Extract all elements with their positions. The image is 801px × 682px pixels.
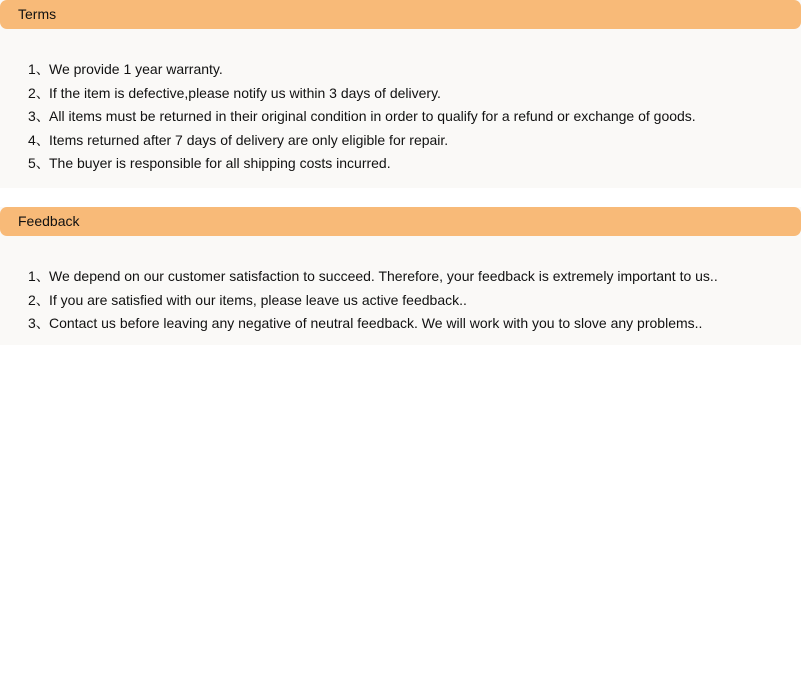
list-item-number: 1、 [28, 268, 50, 284]
list-item-text: We depend on our customer satisfaction to succeed. Therefore, your feedback is extremely important to us.. [49, 268, 718, 284]
list-item [28, 265, 718, 289]
list-item-text: If the item is defective,please notify us within 3 days of delivery. [49, 84, 441, 101]
feedback-section [0, 207, 801, 345]
terms-list [28, 58, 696, 176]
list-item-text: The buyer is responsible for all shipping costs incurred. [49, 155, 391, 172]
list-item [28, 152, 696, 176]
list-item [28, 312, 718, 336]
list-item-number: 1、 [28, 61, 50, 77]
terms-section [0, 0, 801, 188]
terms-header: Terms [0, 0, 801, 29]
list-item-number: 4、 [28, 131, 50, 148]
list-item-number: 3、 [28, 315, 50, 332]
list-item [28, 58, 696, 82]
list-item-text: We provide 1 year warranty. [49, 61, 223, 77]
list-item-number: 3、 [28, 108, 50, 125]
list-item-text: Items returned after 7 days of delivery are only eligible for repair. [49, 131, 449, 148]
feedback-list [28, 265, 718, 336]
list-item [28, 82, 696, 106]
list-item-number: 2、 [28, 291, 50, 308]
feedback-header: Feedback [0, 207, 801, 236]
list-item-text: If you are satisfied with our items, please leave us active feedback.. [49, 291, 467, 308]
list-item-text: All items must be returned in their original condition in order to qualify for a refund or exchange of goods. [49, 108, 696, 125]
list-item-number: 2、 [28, 84, 50, 101]
list-item [28, 105, 696, 129]
list-item [28, 129, 696, 153]
list-item [28, 289, 718, 313]
list-item-number: 5、 [28, 155, 50, 172]
list-item-text: Contact us before leaving any negative of neutral feedback. We will work with you to slove any problems.. [49, 315, 703, 332]
